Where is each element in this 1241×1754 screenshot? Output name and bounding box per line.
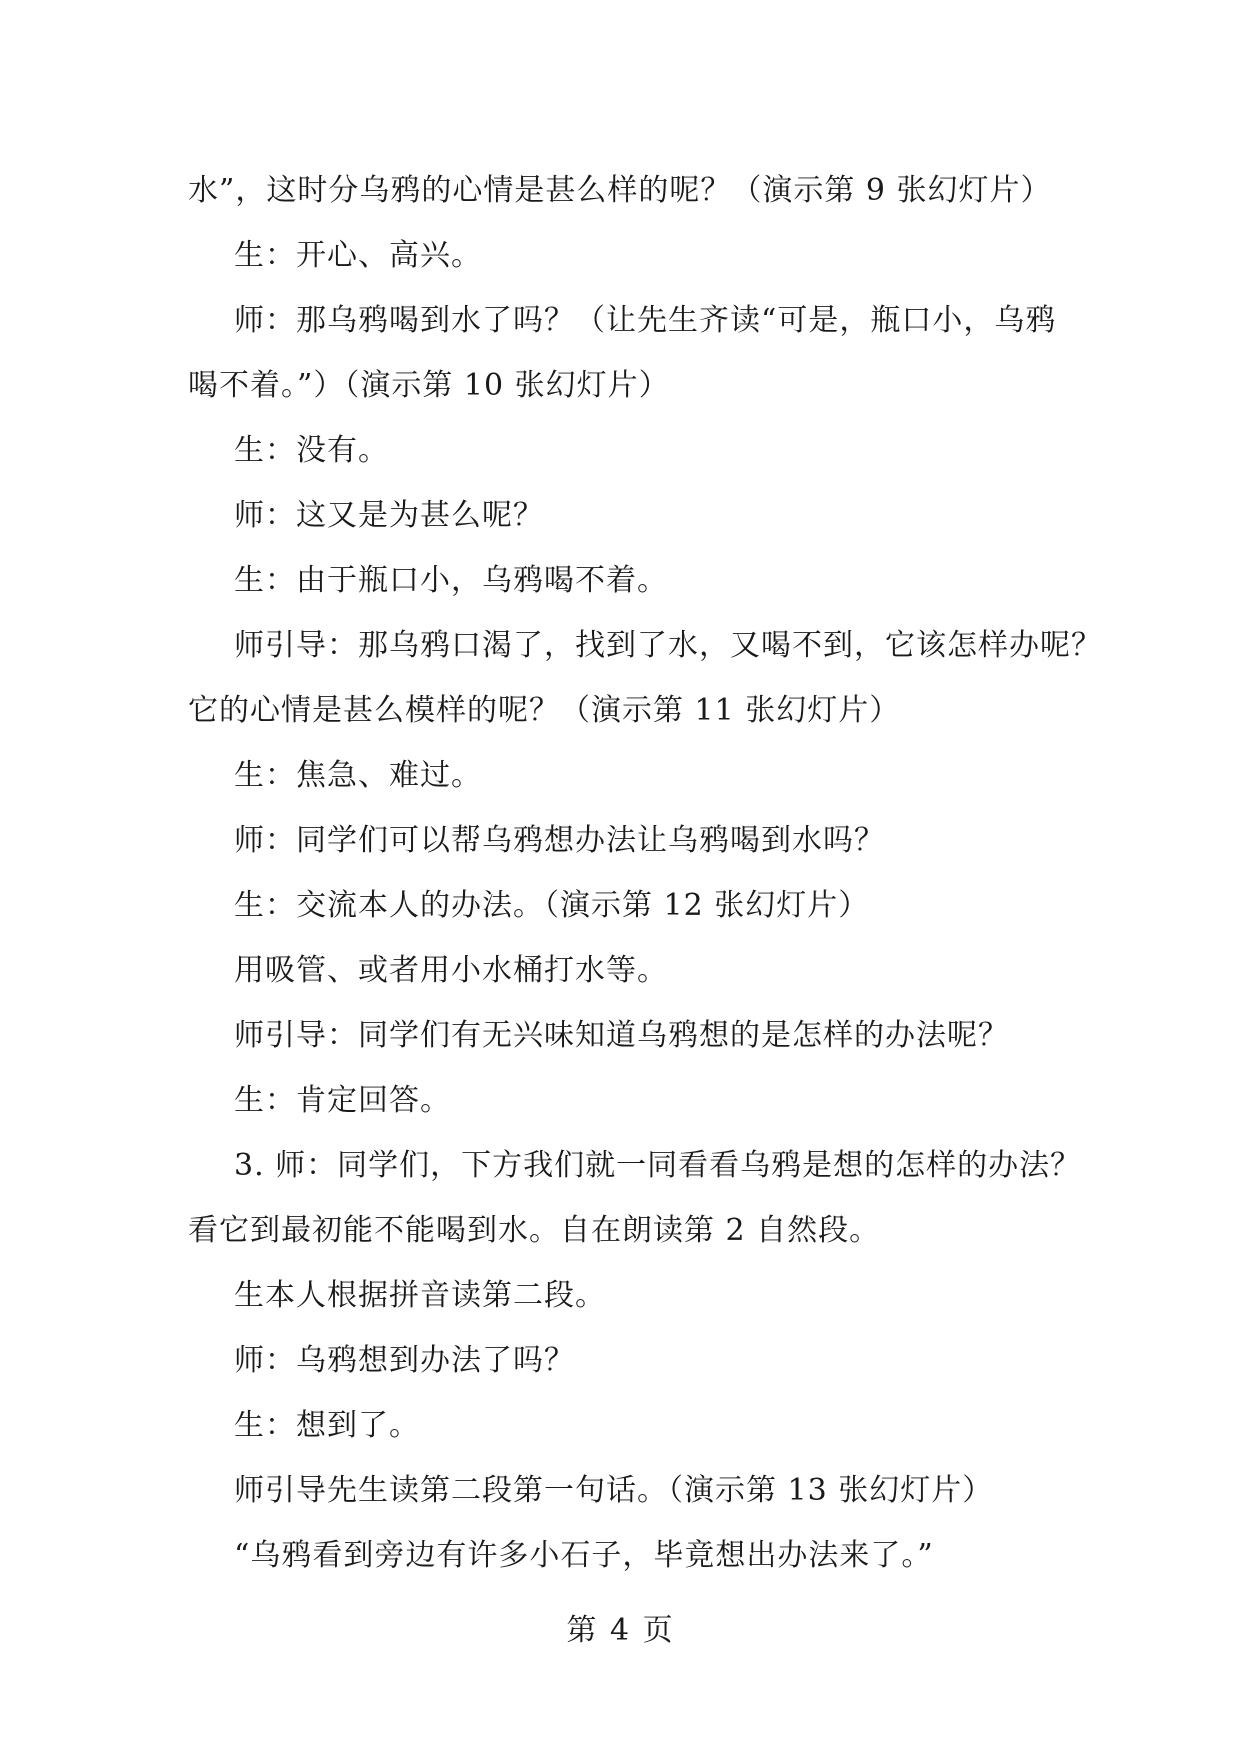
text-line: 师引导先生读第二段第一句话。（演示第 13 张幻灯片） [234, 1473, 994, 1508]
text-line: 生：开心、高兴。 [234, 238, 482, 273]
text-line: 它的心情是甚么模样的呢？（演示第 11 张幻灯片） [188, 693, 901, 728]
text-line: 喝不着。”）（演示第 10 张幻灯片） [188, 368, 670, 403]
text-line: 看它到最初能不能喝到水。自在朗读第 2 自然段。 [188, 1213, 881, 1248]
text-line: 生：想到了。 [234, 1408, 420, 1443]
text-line: 师引导：那乌鸦口渴了，找到了水，又喝不到，它该怎样办呢？ [234, 628, 1102, 663]
text-line: 用吸管、或者用小水桶打水等。 [234, 953, 668, 988]
text-line: 生：焦急、难过。 [234, 758, 482, 793]
text-line: 生：由于瓶口小，乌鸦喝不着。 [234, 563, 668, 598]
text-line: 水”，这时分乌鸦的心情是甚么样的呢？（演示第 9 张幻灯片） [188, 173, 1052, 208]
text-line: 师：乌鸦想到办法了吗？ [234, 1343, 575, 1378]
text-line: 师：这又是为甚么呢？ [234, 498, 544, 533]
document-body [188, 158, 1102, 1588]
text-line: 生本人根据拼音读第二段。 [234, 1278, 606, 1313]
text-line: 师：同学们可以帮乌鸦想办法让乌鸦喝到水吗？ [234, 823, 885, 858]
text-line: 生：肯定回答。 [234, 1083, 451, 1118]
text-line: 3. 师：同学们，下方我们就一同看看乌鸦是想的怎样的办法？ [234, 1148, 1082, 1183]
text-line: 生：没有。 [234, 433, 389, 468]
text-line: “乌鸦看到旁边有许多小石子，毕竟想出办法来了。” [234, 1538, 934, 1573]
text-line: 生：交流本人的办法。（演示第 12 张幻灯片） [234, 888, 870, 923]
text-line: 师引导：同学们有无兴味知道乌鸦想的是怎样的办法呢？ [234, 1018, 1009, 1053]
text-line: 师：那乌鸦喝到水了吗？（让先生齐读“可是，瓶口小，乌鸦 [234, 303, 1057, 338]
page-number: 第 4 页 [566, 1613, 675, 1648]
